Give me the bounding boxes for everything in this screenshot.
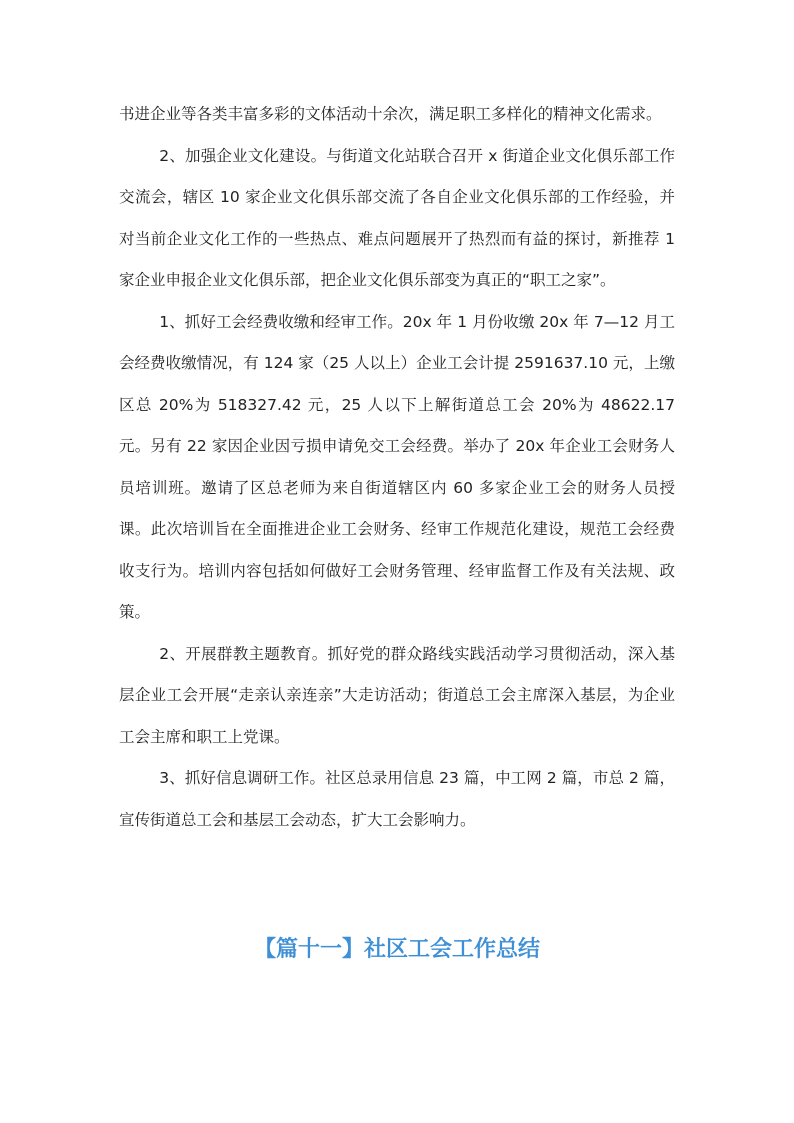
paragraph-mass-education: 2、开展群教主题教育。抓好党的群众路线实践活动学习贯彻活动，深入基层企业工会开展“走亲认亲连亲”大走访活动；街道总工会主席深入基层，为企业工会主席和职工上党课。: [119, 644, 675, 746]
paragraph-continuation: 书进企业等各类丰富多彩的文体活动十余次，满足职工多样化的精神文化需求。: [119, 105, 662, 123]
paragraph-information-research: 3、抓好信息调研工作。社区总录用信息 23 篇，中工网 2 篇，市总 2 篇，宣传街道总工会和基层工会动态，扩大工会影响力。: [119, 769, 675, 829]
paragraph-union-funds: 1、抓好工会经费收缴和经审工作。20x 年 1 月份收缴 20x 年 7—12 月工会经费收缴情况，有 124 家（25 人以上）企业工会计提 2591637.10 元，上缴区总 20%为 518327.42 元，25 人以下上解街道总工会 20%为 48622.17 元。另有 22 家因企业因亏损申请免交工会经费。举办了 20x 年企业工会财务人员培训班。邀请了区总老师为来自街道辖区内 60 多家企业工会的财务人员授课。此次培训旨在全面推进企业工会财务、经审工作规范化建设，规范工会经费收支行为。培训内容包括如何做好工会财务管理、经审监督工作及有关法规、政策。: [119, 312, 675, 621]
section-title: 【篇十一】社区工会工作总结: [253, 937, 540, 962]
document-body: [119, 94, 675, 841]
paragraph-enterprise-culture: 2、加强企业文化建设。与街道文化站联合召开 x 街道企业文化俱乐部工作交流会，辖区 10 家企业文化俱乐部交流了各自企业文化俱乐部的工作经验，并对当前企业文化工作的一些热点、难点问题展开了热烈而有益的探讨，新推荐 1 家企业申报企业文化俱乐部，把企业文化俱乐部变为真正的“职工之家”。: [119, 146, 675, 289]
